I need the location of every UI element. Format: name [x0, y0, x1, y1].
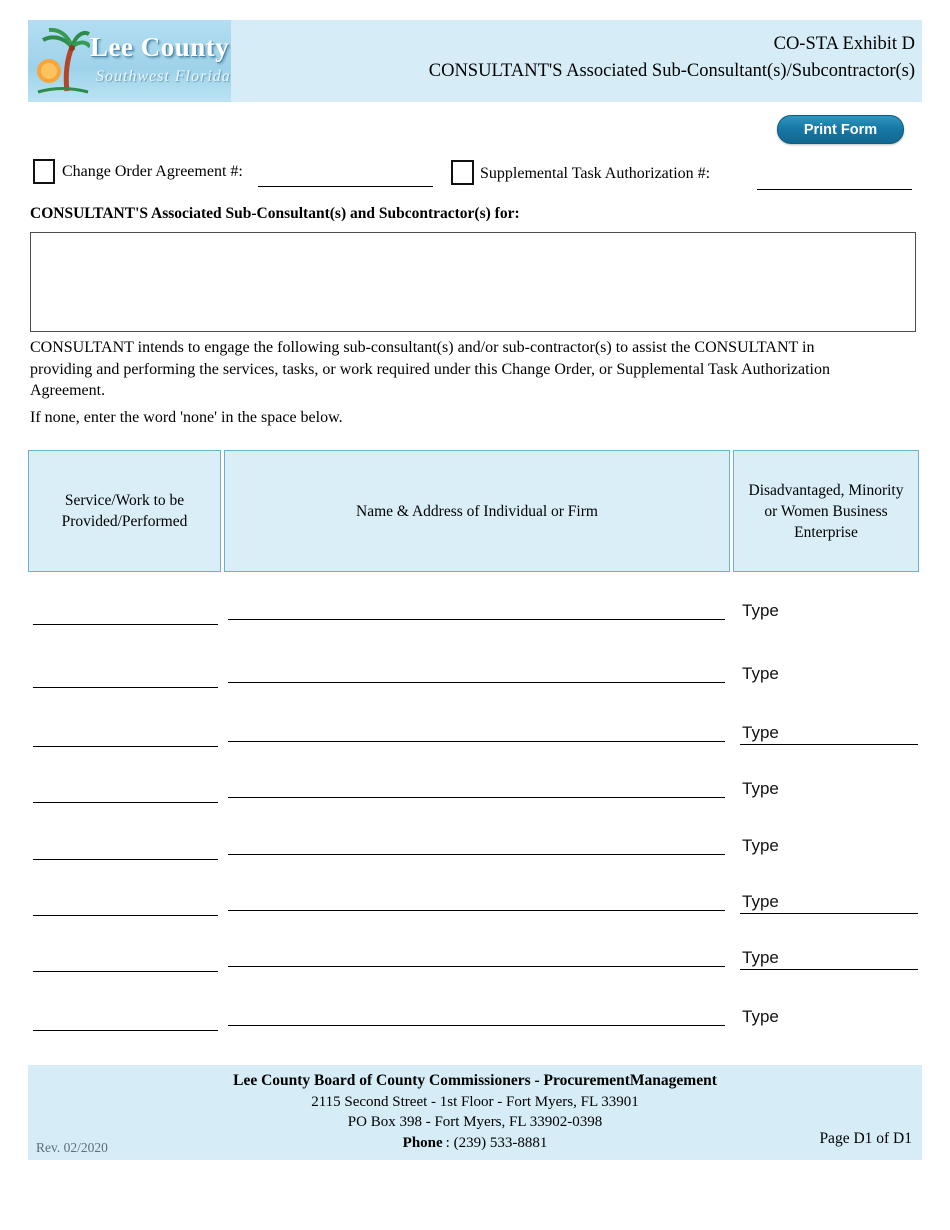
- service-input-line[interactable]: [33, 971, 218, 972]
- palm-tree-sun-icon: [34, 25, 90, 97]
- service-input-line[interactable]: [33, 915, 218, 916]
- change-order-number-input[interactable]: [258, 171, 433, 187]
- service-input-line[interactable]: [33, 859, 218, 860]
- type-label: Type: [742, 664, 779, 683]
- name-address-input-line[interactable]: [228, 741, 725, 742]
- phone-label: Phone: [402, 1134, 443, 1151]
- page-number: Page D1 of D1: [819, 1130, 912, 1147]
- name-address-input-line[interactable]: [228, 682, 725, 683]
- revision-label: Rev. 02/2020: [36, 1140, 108, 1155]
- type-label: Type: [742, 779, 779, 798]
- type-label: Type: [742, 948, 779, 967]
- service-input-line[interactable]: [33, 746, 218, 747]
- name-address-input-line[interactable]: [228, 854, 725, 855]
- service-input-line[interactable]: [33, 624, 218, 625]
- footer-address-line2: PO Box 398 - Fort Myers, FL 33902-0398: [347, 1114, 603, 1130]
- table-header-dmwbe-label: Disadvantaged, Minority or Women Business Enterprise: [748, 481, 904, 541]
- intro-paragraph: CONSULTANT intends to engage the following sub-consultant(s) and/or sub-contractor(s) to assist the CONSULTANT in providing and performing the services, tasks, or work required under this Change Order, or Supplemental Task Authorization Agreement.: [30, 339, 830, 399]
- table-row: [0, 662, 950, 688]
- exhibit-label: CO-STA Exhibit D: [773, 34, 915, 54]
- supplemental-label: Supplemental Task Authorization #:: [480, 165, 711, 182]
- print-form-button[interactable]: Print Form: [777, 115, 904, 144]
- footer-address-line1: 2115 Second Street - 1st Floor - Fort Myers, FL 33901: [311, 1093, 639, 1110]
- supplemental-checkbox[interactable]: [451, 160, 474, 185]
- table-header-service: [28, 450, 221, 572]
- type-label: Type: [742, 892, 779, 911]
- service-input-line[interactable]: [33, 687, 218, 688]
- description-textarea[interactable]: [30, 232, 916, 332]
- service-input-line[interactable]: [33, 802, 218, 803]
- footer: [28, 1065, 922, 1160]
- type-label: Type: [742, 723, 779, 742]
- name-address-input-line[interactable]: [228, 910, 725, 911]
- footer-org-line: Lee County Board of County Commissioners - ProcurementManagement: [233, 1072, 717, 1089]
- for-heading: CONSULTANT'S Associated Sub-Consultant(s) and Subcontractor(s) for:: [30, 205, 520, 222]
- footer-phone-line: [28, 1133, 922, 1154]
- phone-number: : (239) 533-8881: [445, 1134, 548, 1151]
- type-label: Type: [742, 601, 779, 620]
- table-row: [0, 599, 950, 625]
- table-row: [0, 834, 950, 860]
- table-row: [0, 890, 950, 916]
- change-order-checkbox[interactable]: [33, 159, 55, 184]
- name-address-input-line[interactable]: [228, 966, 725, 967]
- table-row: [0, 1005, 950, 1031]
- logo-subtitle: Southwest Florida: [96, 68, 231, 85]
- table-row: [0, 946, 950, 972]
- none-instruction: If none, enter the word 'none' in the space below.: [30, 409, 343, 426]
- change-order-label: Change Order Agreement #:: [62, 163, 243, 180]
- type-input-line[interactable]: [740, 913, 918, 914]
- type-input-line[interactable]: [740, 969, 918, 970]
- name-address-input-line[interactable]: [228, 1025, 725, 1026]
- name-address-input-line[interactable]: [228, 797, 725, 798]
- document-title: [429, 31, 915, 85]
- table-header-dmwbe: [733, 450, 919, 572]
- table-header-name-address-label: Name & Address of Individual or Firm: [356, 502, 598, 520]
- table-row: [0, 777, 950, 803]
- logo-title: Lee County: [90, 32, 230, 62]
- document-subtitle: CONSULTANT'S Associated Sub-Consultant(s)/Subcontractor(s): [428, 61, 915, 81]
- name-address-input-line[interactable]: [228, 619, 725, 620]
- table-header-name-address: [224, 450, 730, 572]
- table-header-service-label: Service/Work to be Provided/Performed: [61, 492, 188, 530]
- table-row: [0, 721, 950, 747]
- lee-county-logo: [28, 20, 231, 102]
- type-label: Type: [742, 1007, 779, 1026]
- footer-contact-block: [28, 1065, 922, 1153]
- service-input-line[interactable]: [33, 1030, 218, 1031]
- type-input-line[interactable]: [740, 744, 918, 745]
- type-label: Type: [742, 836, 779, 855]
- supplemental-number-input[interactable]: [757, 174, 912, 190]
